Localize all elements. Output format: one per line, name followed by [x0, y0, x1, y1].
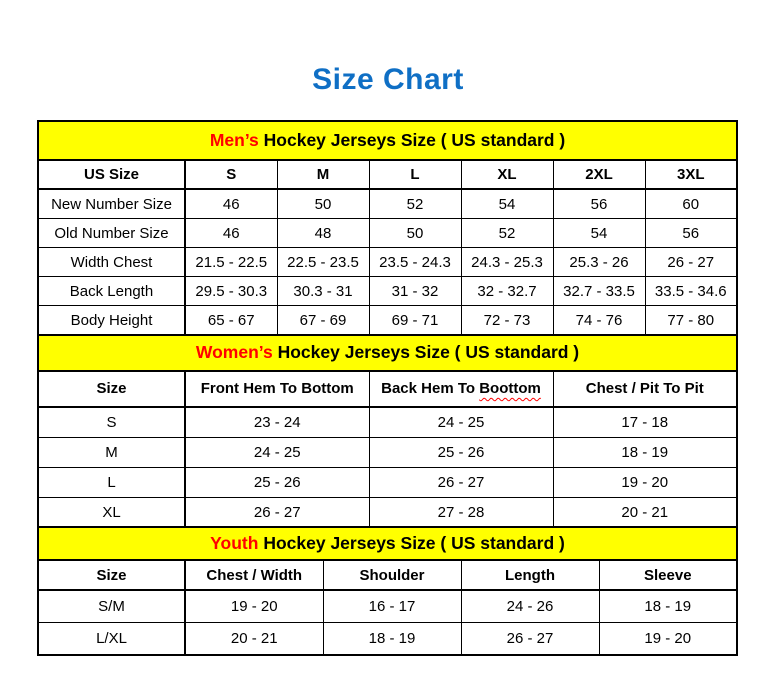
- size-value-cell: 54: [461, 189, 553, 219]
- column-header: Chest / Pit To Pit: [553, 371, 737, 407]
- table-row: [38, 371, 737, 407]
- size-value-cell: 17 - 18: [553, 407, 737, 438]
- size-value-cell: 19 - 20: [553, 467, 737, 497]
- row-label: Old Number Size: [38, 219, 185, 248]
- size-value-cell: 52: [369, 189, 461, 219]
- column-header-text: Back Hem To: [381, 380, 476, 397]
- size-value-cell: 32 - 32.7: [461, 277, 553, 306]
- size-value-cell: 26 - 27: [645, 248, 737, 277]
- section-header-mens: [38, 121, 737, 160]
- column-header: Length: [461, 560, 599, 590]
- column-header: Chest / Width: [185, 560, 323, 590]
- size-value-cell: 26 - 27: [461, 623, 599, 656]
- size-value-cell: 24 - 25: [369, 407, 553, 438]
- table-row: [38, 189, 737, 219]
- column-header: 3XL: [645, 160, 737, 189]
- misspelled-word: Boottom: [479, 380, 541, 397]
- size-value-cell: 20 - 21: [185, 623, 323, 656]
- size-value-cell: 30.3 - 31: [277, 277, 369, 306]
- size-value-cell: 56: [553, 189, 645, 219]
- size-value-cell: 65 - 67: [185, 306, 277, 336]
- table-row: [38, 248, 737, 277]
- column-header: Size: [38, 560, 185, 590]
- row-label: L/XL: [38, 623, 185, 656]
- size-value-cell: 25.3 - 26: [553, 248, 645, 277]
- table-row: [38, 527, 737, 560]
- size-value-cell: 25 - 26: [185, 467, 369, 497]
- row-label: Body Height: [38, 306, 185, 336]
- size-value-cell: 24 - 26: [461, 590, 599, 623]
- size-value-cell: 23.5 - 24.3: [369, 248, 461, 277]
- column-header: XL: [461, 160, 553, 189]
- table-row: [38, 407, 737, 438]
- size-value-cell: 26 - 27: [185, 497, 369, 528]
- size-value-cell: 74 - 76: [553, 306, 645, 336]
- mens-size-table: [37, 120, 738, 336]
- row-label: Back Length: [38, 277, 185, 306]
- size-value-cell: 60: [645, 189, 737, 219]
- size-value-cell: 27 - 28: [369, 497, 553, 528]
- size-value-cell: 33.5 - 34.6: [645, 277, 737, 306]
- table-row: [38, 560, 737, 590]
- size-value-cell: 50: [277, 189, 369, 219]
- section-header-text: Hockey Jerseys Size ( US standard ): [263, 533, 565, 553]
- table-row: [38, 335, 737, 371]
- section-header-highlight: Men’s: [209, 130, 259, 150]
- section-header-highlight: Women’s: [195, 342, 273, 362]
- size-value-cell: 24.3 - 25.3: [461, 248, 553, 277]
- size-value-cell: 50: [369, 219, 461, 248]
- size-value-cell: 24 - 25: [185, 437, 369, 467]
- column-header: Shoulder: [323, 560, 461, 590]
- size-value-cell: 48: [277, 219, 369, 248]
- table-row: [38, 437, 737, 467]
- table-row: [38, 467, 737, 497]
- page-title: Size Chart: [312, 63, 464, 96]
- size-value-cell: 16 - 17: [323, 590, 461, 623]
- size-value-cell: 56: [645, 219, 737, 248]
- size-value-cell: 19 - 20: [185, 590, 323, 623]
- table-row: [38, 160, 737, 189]
- size-value-cell: 54: [553, 219, 645, 248]
- column-header: M: [277, 160, 369, 189]
- size-value-cell: 20 - 21: [553, 497, 737, 528]
- size-value-cell: 18 - 19: [323, 623, 461, 656]
- column-header: L: [369, 160, 461, 189]
- column-header: 2XL: [553, 160, 645, 189]
- size-value-cell: 69 - 71: [369, 306, 461, 336]
- row-label: S/M: [38, 590, 185, 623]
- section-header-text: Hockey Jerseys Size ( US standard ): [263, 130, 566, 150]
- size-value-cell: 18 - 19: [599, 590, 737, 623]
- size-value-cell: 22.5 - 23.5: [277, 248, 369, 277]
- size-value-cell: 46: [185, 189, 277, 219]
- size-value-cell: 72 - 73: [461, 306, 553, 336]
- size-value-cell: 52: [461, 219, 553, 248]
- youth-size-table: [37, 526, 738, 656]
- section-header-youth: [38, 527, 737, 560]
- table-row: [38, 219, 737, 248]
- size-value-cell: 31 - 32: [369, 277, 461, 306]
- column-header: US Size: [38, 160, 185, 189]
- column-header: Sleeve: [599, 560, 737, 590]
- row-label: L: [38, 467, 185, 497]
- size-value-cell: 23 - 24: [185, 407, 369, 438]
- size-value-cell: 25 - 26: [369, 437, 553, 467]
- womens-size-table: [37, 334, 738, 529]
- row-label: S: [38, 407, 185, 438]
- size-value-cell: 32.7 - 33.5: [553, 277, 645, 306]
- section-header-highlight: Youth: [210, 533, 259, 553]
- table-row: [38, 121, 737, 160]
- row-label: XL: [38, 497, 185, 528]
- table-row: [38, 590, 737, 623]
- column-header: S: [185, 160, 277, 189]
- section-header-womens: [38, 335, 737, 371]
- table-row: [38, 623, 737, 656]
- section-header-text: Hockey Jerseys Size ( US standard ): [277, 342, 580, 362]
- size-value-cell: 26 - 27: [369, 467, 553, 497]
- size-value-cell: 29.5 - 30.3: [185, 277, 277, 306]
- size-value-cell: 67 - 69: [277, 306, 369, 336]
- column-header: Size: [38, 371, 185, 407]
- row-label: New Number Size: [38, 189, 185, 219]
- table-row: [38, 497, 737, 528]
- size-value-cell: 18 - 19: [553, 437, 737, 467]
- size-value-cell: 21.5 - 22.5: [185, 248, 277, 277]
- size-value-cell: 77 - 80: [645, 306, 737, 336]
- column-header: Front Hem To Bottom: [185, 371, 369, 407]
- size-chart: [37, 120, 736, 656]
- table-row: [38, 306, 737, 336]
- size-value-cell: 19 - 20: [599, 623, 737, 656]
- size-value-cell: 46: [185, 219, 277, 248]
- row-label: M: [38, 437, 185, 467]
- column-header-back-hem: [369, 371, 553, 407]
- row-label: Width Chest: [38, 248, 185, 277]
- table-row: [38, 277, 737, 306]
